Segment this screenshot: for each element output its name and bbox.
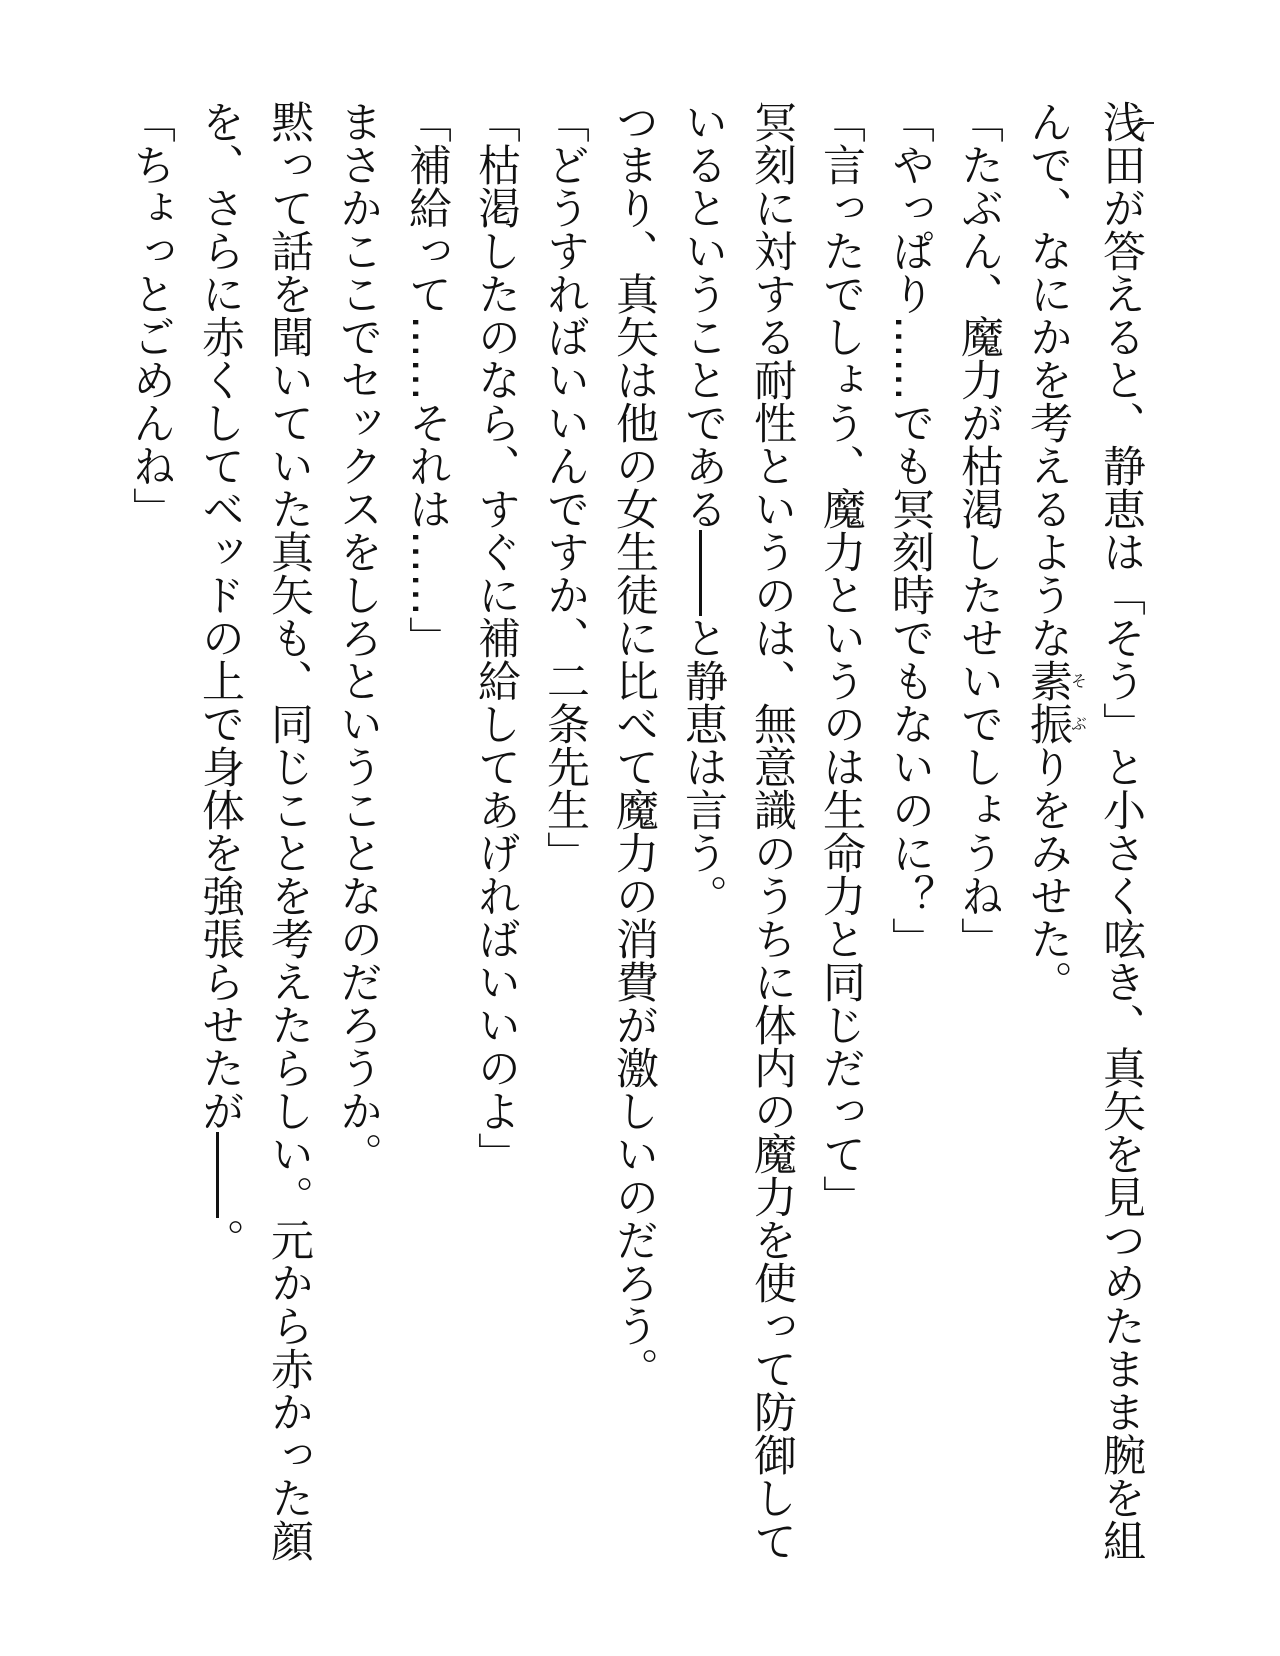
text-line-4: 「やっぱり……でも冥刻時でもないのに？」 — [885, 100, 935, 960]
text-line-14: を、さらに赤くしてベッドの上で身体を強張らせたが――。 — [195, 100, 245, 1261]
text-line-1: 浅田が答えると、静恵は「そう」と小さく呟き、真矢を見つめたまま腕を組 — [1096, 100, 1146, 1562]
text-line-3: 「たぶん、魔力が枯渇したせいでしょうね」 — [954, 100, 1004, 960]
text-line-2 — [1013, 100, 1086, 1600]
text-line-13: 黙って話を聞いていた真矢も、同じことを考えたらしい。元から赤かった顔 — [264, 100, 314, 1562]
text-line-7: いるということである――と静恵は言う。 — [678, 100, 728, 917]
text-line-2-before: んで、なにかを考えるような — [1023, 100, 1073, 659]
text-line-6: 冥刻に対する耐性というのは、無意識のうちに体内の魔力を使って防御して — [747, 100, 797, 1562]
ruby-base: 素振 — [1023, 659, 1073, 745]
ruby-word — [1023, 659, 1088, 745]
text-line-12: まさかここでセックスをしろということなのだろうか。 — [333, 100, 383, 1175]
text-line-10: 「枯渇したのなら、すぐに補給してあげればいいのよ」 — [471, 100, 521, 1175]
text-line-15: 「ちょっとごめんね」 — [126, 100, 176, 530]
text-line-8: つまり、真矢は他の女生徒に比べて魔力の消費が激しいのだろう。 — [609, 100, 659, 1390]
ruby-reading: そぶ — [1068, 659, 1088, 745]
text-line-5: 「言ったでしょう、魔力というのは生命力と同じだって」 — [816, 100, 866, 1218]
text-line-11: 「補給って……それは……」 — [402, 100, 452, 659]
text-line-2-after: りをみせた。 — [1023, 745, 1073, 1003]
text-line-9: 「どうすればいいんですか、二条先生」 — [540, 100, 590, 874]
vertical-text-block — [116, 100, 1155, 1600]
